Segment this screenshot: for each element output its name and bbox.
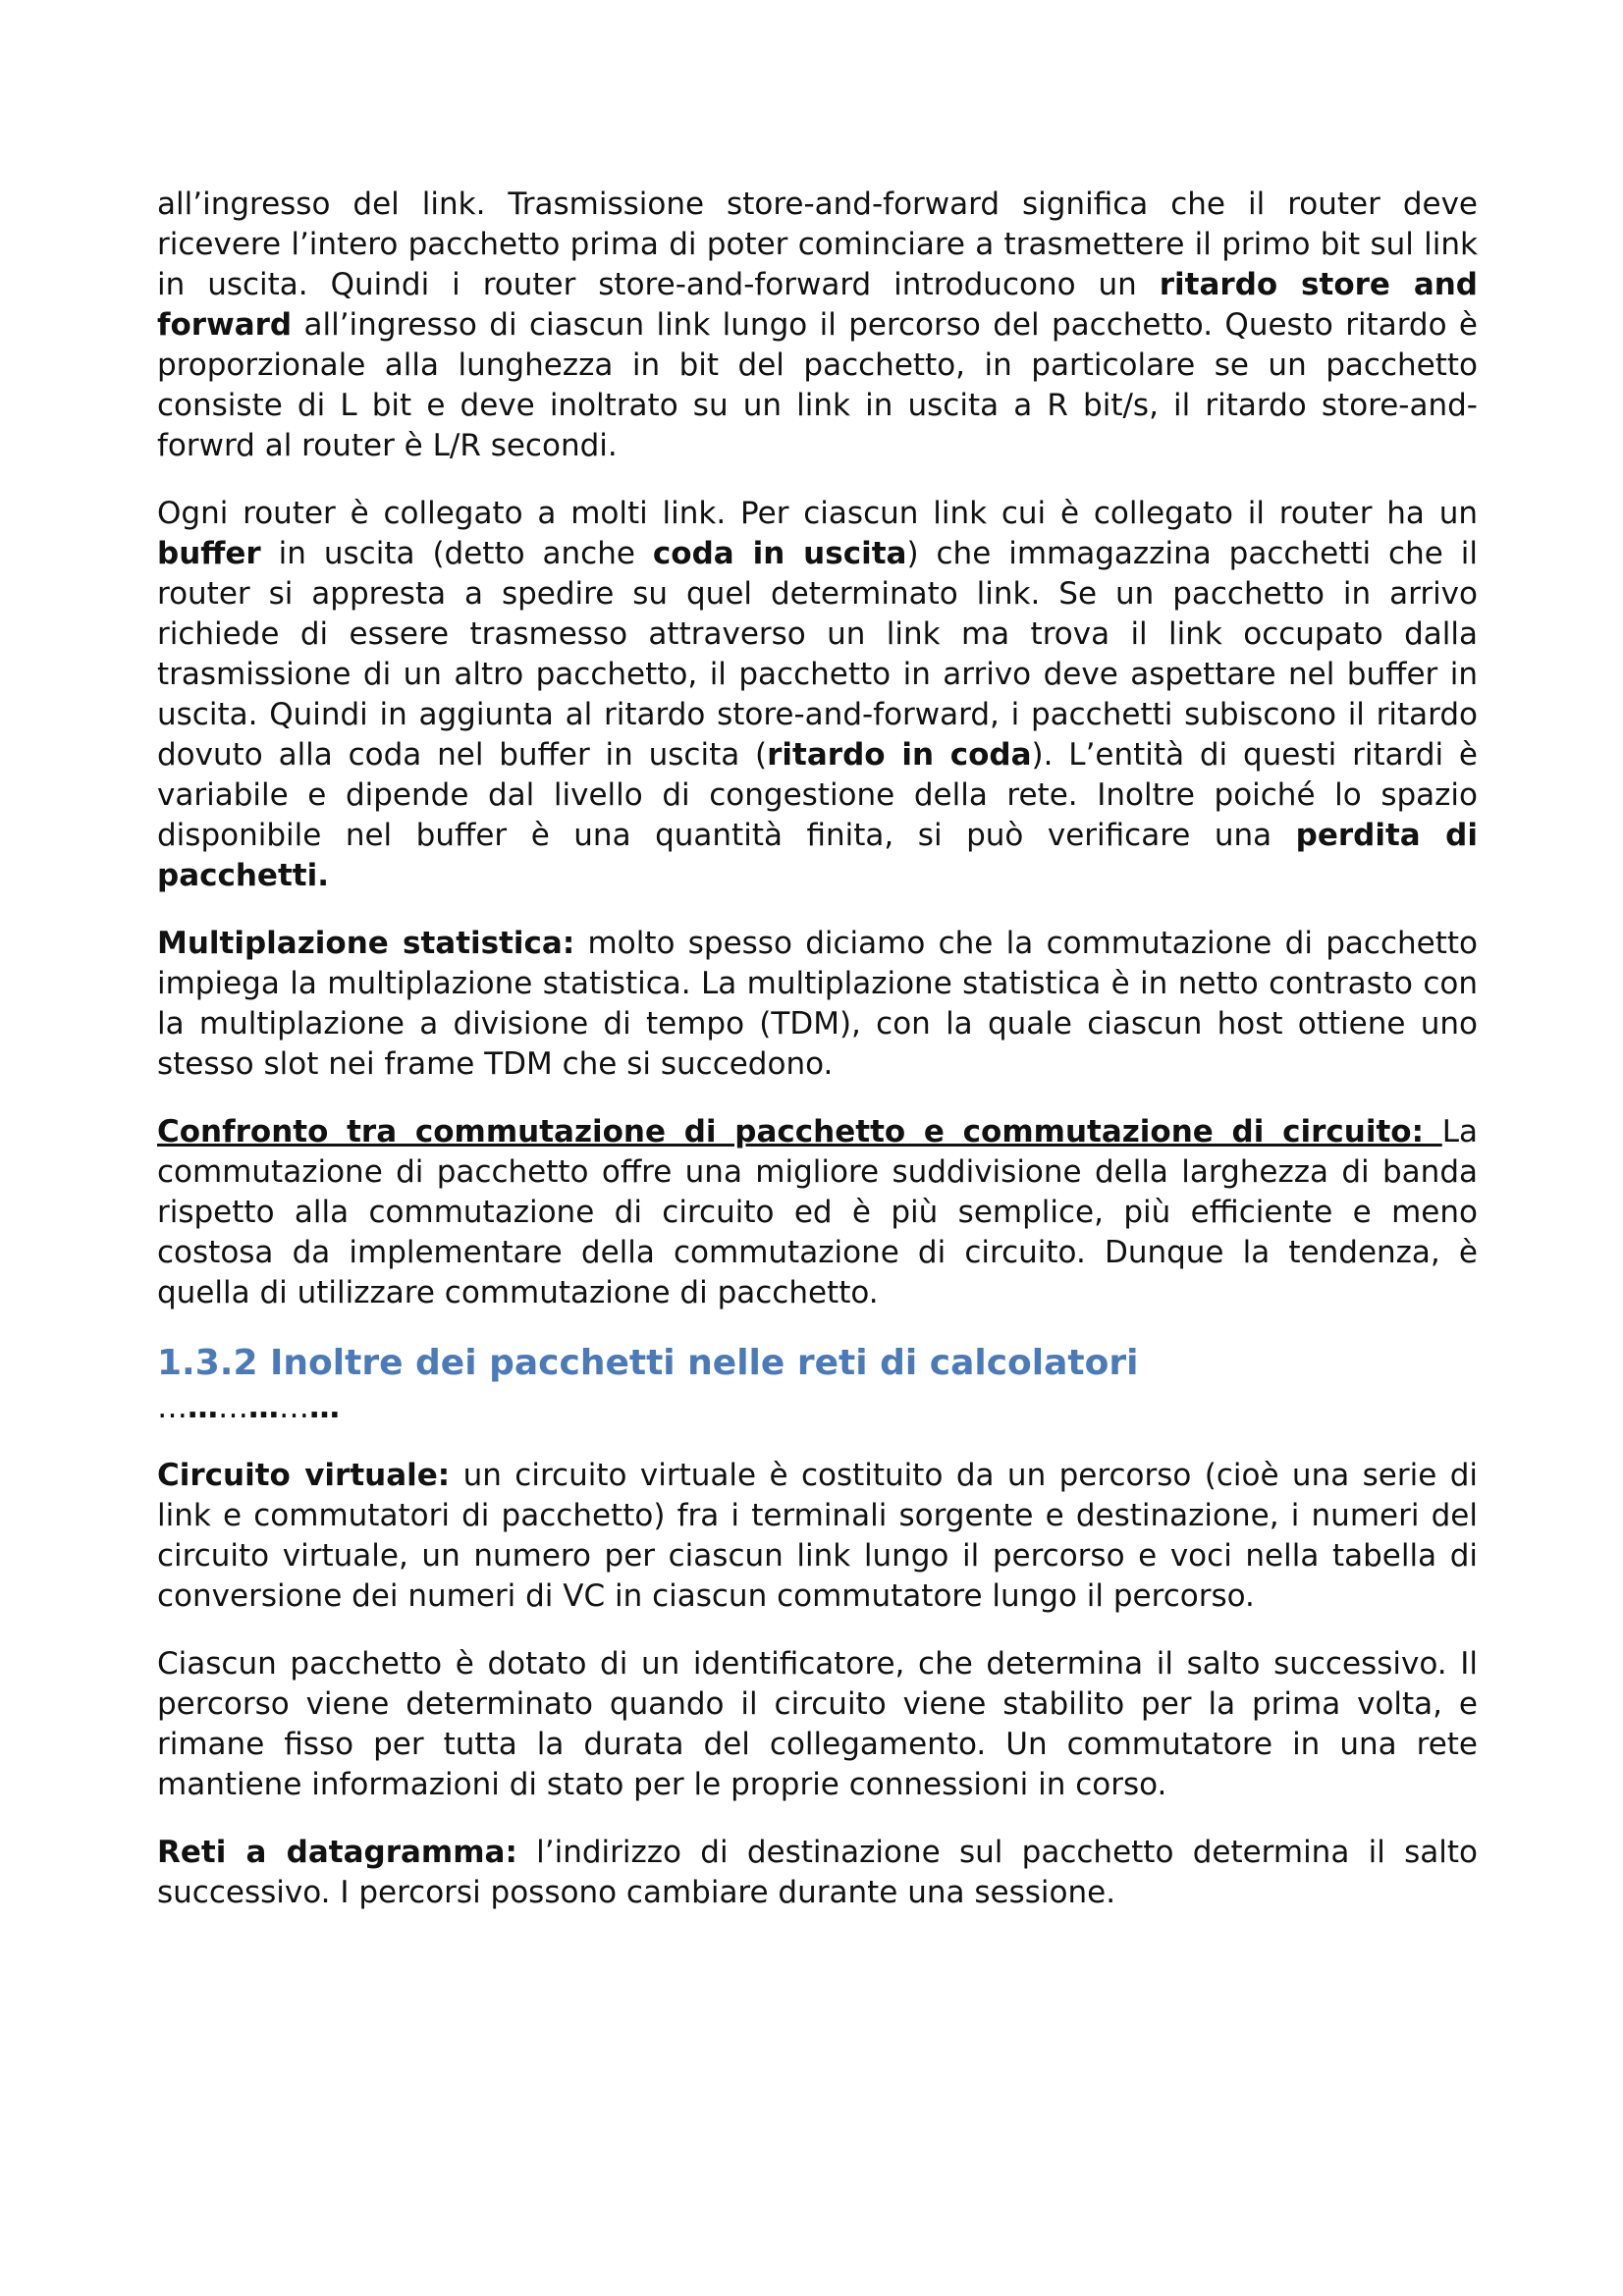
term-virtual-circuit: Circuito virtuale: (157, 1458, 451, 1493)
term-buffer: buffer (157, 536, 261, 571)
term-statistical-multiplexing: Multiplazione statistica: (157, 926, 575, 961)
term-datagram-network: … (248, 1390, 279, 1425)
term-virtual-circuit-network: … (309, 1390, 340, 1425)
paragraph-datagram-networks: Reti a datagramma: l’indirizzo di destinazione sul pacchetto determina il salto successivo. I percorsi possono cambiare durante una sessione. (157, 1835, 1478, 1910)
term-store-and-forward-delay: ritardo store and forward (157, 267, 1478, 343)
paragraph-statistical-multiplexing: Multiplazione statistica: molto spesso diciamo che la commutazione di pacchetto impiega la multiplazione statistica. La multiplazione statistica è in netto contrasto con la multiplazione a divisione di tempo (TDM), con la quale ciascun host ottiene uno stesso slot nei frame TDM che si succedono. (157, 926, 1478, 1082)
section-heading: 1.3.2 Inoltre dei pacchetti nelle reti di calcolatori (157, 1343, 1139, 1383)
term-packet-loss: perdita di pacchetti. (157, 818, 1478, 893)
document-page (157, 185, 1478, 1941)
term-datagram-virtual-circuit: … (188, 1390, 218, 1425)
paragraph-comparison: Confronto tra commutazione di pacchetto e commutazione di circuito: La commutazione di pacchetto offre una migliore suddivisione della larghezza di banda rispetto alla commutazione di circuito ed è più semplice, più efficiente e meno costosa da implementare della commutazione di circuito. Dunque la tendenza, è quella di utilizzare commutazione di pacchetto. (157, 1114, 1478, 1310)
term-queuing-delay: ritardo in coda (767, 737, 1032, 773)
paragraph-network-classes: ……………… (157, 1390, 340, 1425)
paragraph-output-buffer: Ogni router è collegato a molti link. Per ciascun link cui è collegato il router ha un buffer in uscita (detto anche coda in uscita) che immagazzina pacchetti che il router si appresta a spedire su quel determinato link. Se un pacchetto in arrivo richiede di essere trasmesso attraverso un link ma trova il link occupato dalla trasmissione di un altro pacchetto, il pacchetto in arrivo deve aspettare nel buffer in uscita. Quindi in aggiunta al ritardo store-and-forward, i pacchetti subiscono il ritardo dovuto alla coda nel buffer in uscita (ritardo in coda). L’entità di questi ritardi è variabile e dipende dal livello di congestione della rete. Inoltre poiché lo spazio disponibile nel buffer è una quantità finita, si può verificare una perdita di pacchetti. (157, 496, 1478, 893)
paragraph-store-and-forward: all’ingresso del link. Trasmissione store-and-forward significa che il router deve ricevere l’intero pacchetto prima di poter cominciare a trasmettere il primo bit sul link in uscita. Quindi i router store-and-forward introducono un ritardo store and forward all’ingresso di ciascun link lungo il percorso del pacchetto. Questo ritardo è proporzionale alla lunghezza in bit del pacchetto, in particolare se un pacchetto consiste di L bit e deve inoltrato su un link in uscita a R bit/s, il ritardo store-and-forwrd al router è L/R secondi. (157, 187, 1478, 463)
term-output-queue: coda in uscita (652, 536, 907, 571)
paragraph-virtual-circuit: Circuito virtuale: un circuito virtuale è costituito da un percorso (cioè una serie di link e commutatori di pacchetto) fra i terminali sorgente e destinazione, i numeri del circuito virtuale, un numero per ciascun link lungo il percorso e voci nella tabella di conversione dei numeri di VC in ciascun commutatore lungo il percorso. (157, 1458, 1478, 1614)
paragraph-identifier: Ciascun pacchetto è dotato di un identificatore, che determina il salto successivo. Il percorso viene determinato quando il circuito viene stabilito per la prima volta, e rimane fisso per tutta la durata del collegamento. Un commutatore in una rete mantiene informazioni di stato per le proprie connessioni in corso. (157, 1646, 1478, 1802)
term-datagram-networks: Reti a datagramma: (157, 1835, 517, 1870)
term-comparison: Confronto tra commutazione di pacchetto e commutazione di circuito: (157, 1114, 1442, 1149)
